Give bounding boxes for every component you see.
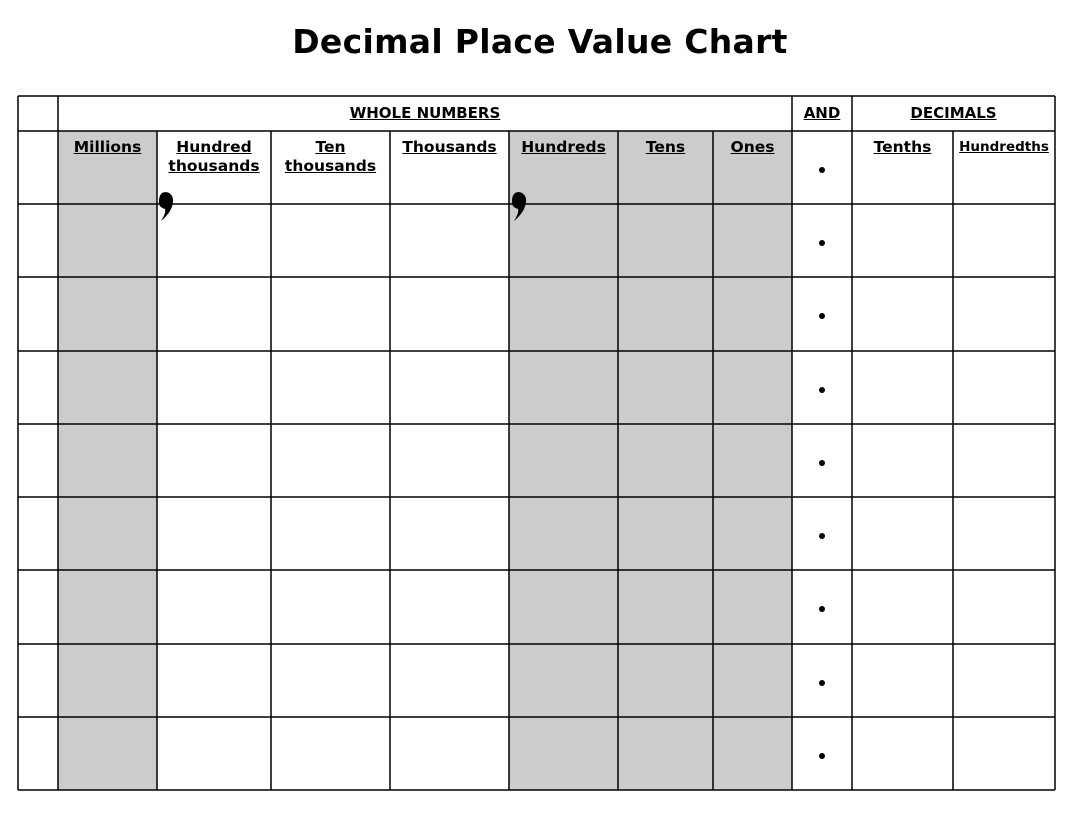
- shaded-column-tens: [618, 131, 713, 790]
- column-header-hundreds: [509, 138, 618, 157]
- decimals-header: DECIMALS: [910, 104, 997, 122]
- decimal-point-dot: [819, 240, 825, 246]
- column-header-tenths: [852, 138, 953, 157]
- column-header-thousands: [390, 138, 509, 157]
- column-header-line: Ten: [315, 138, 346, 156]
- column-header-line: Ones: [730, 138, 775, 156]
- page-title: Decimal Place Value Chart: [292, 22, 788, 61]
- shaded-cells: [58, 131, 792, 790]
- column-header-line: Hundreds: [521, 138, 606, 156]
- column-header-line: Tens: [645, 138, 686, 156]
- decimal-point-dot: [819, 313, 825, 319]
- column-header-line: Tenths: [873, 138, 932, 156]
- decimal-point-dot: [819, 167, 825, 173]
- comma-mark-1: [159, 192, 173, 221]
- column-header-tens: [618, 138, 713, 157]
- decimal-point-dot: [819, 753, 825, 759]
- whole-numbers-header: WHOLE NUMBERS: [349, 104, 501, 122]
- column-header-line: Hundredths: [959, 139, 1049, 155]
- column-header-line: thousands: [168, 157, 260, 175]
- decimal-point-dot: [819, 533, 825, 539]
- column-header-hundredths: [953, 138, 1055, 157]
- column-header-ten-thousands: [271, 138, 390, 176]
- column-header-line: thousands: [284, 157, 377, 175]
- comma-marks: [159, 192, 526, 221]
- column-header-line: Hundred: [176, 138, 252, 156]
- shaded-column-hundreds: [509, 131, 618, 790]
- decimal-point-dot: [819, 606, 825, 612]
- column-header-ones: [713, 138, 792, 157]
- decimal-point-dot: [819, 387, 825, 393]
- shaded-column-ones: [713, 131, 792, 790]
- column-header-line: Millions: [73, 138, 142, 156]
- decimal-point-dot: [819, 680, 825, 686]
- column-header-line: Thousands: [402, 138, 497, 156]
- column-header-hundred-thousands: [157, 138, 271, 176]
- and-header: AND: [803, 104, 841, 122]
- shaded-column-millions: [58, 131, 157, 790]
- column-header-millions: [58, 138, 157, 157]
- decimal-point-dot: [819, 460, 825, 466]
